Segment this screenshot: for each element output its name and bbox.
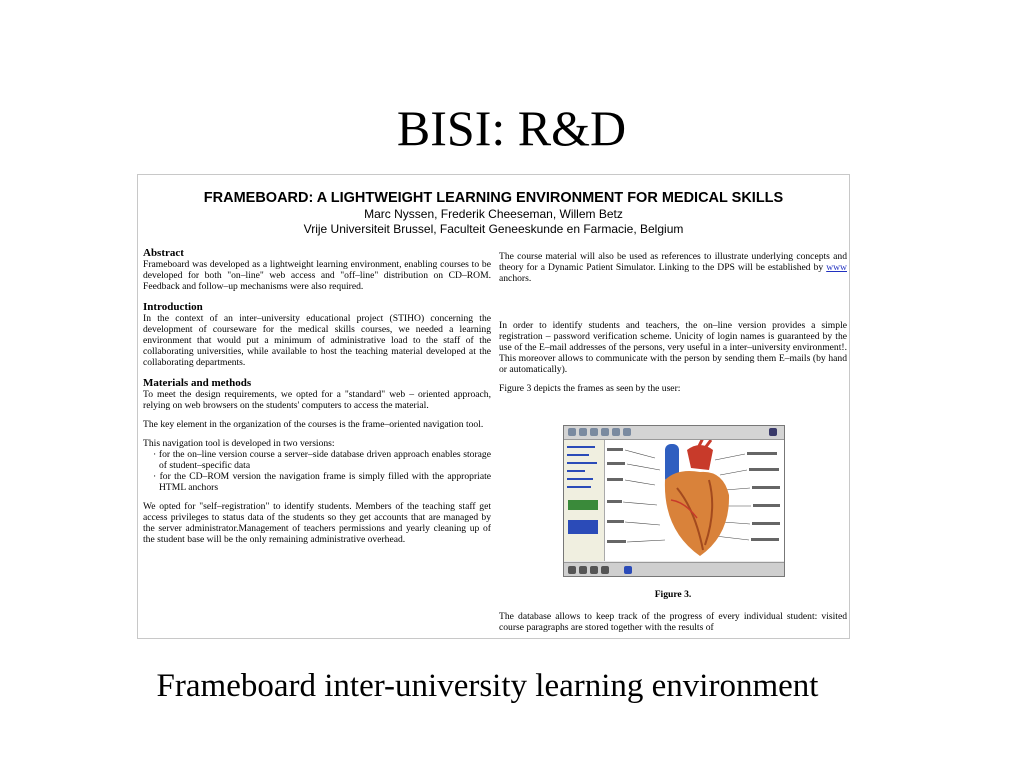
nav-link-icon [567,486,591,488]
paper-left-column [143,247,491,554]
nav-link-icon [567,478,593,480]
figure-navigation-frame [564,440,605,561]
methods-paragraph-1: To meet the design requirements, we opted for a "standard" web – oriented approach, relying on web browsers on the students' computers to access the material. [143,389,491,411]
status-icon [590,566,598,574]
figure-screenshot [563,425,785,577]
dps-paragraph [499,251,847,284]
status-icon [601,566,609,574]
methods-bullet-online: · for the on–line version course a server–side database driven approach enables storage of student–specific data [153,449,491,471]
methods-list [143,449,491,493]
nav-logo-icon [568,500,598,510]
methods-bullet-cdrom: · for the CD–ROM version the navigation frame is simply filled with the appropriate HTML anchors [153,471,491,493]
back-icon [568,428,576,436]
nav-link-icon [567,470,585,472]
methods-paragraph-2: The key element in the organization of the courses is the frame–oriented navigation tool. [143,419,484,430]
figure-content-frame [605,440,784,561]
reload-icon [590,428,598,436]
paper-affiliation: Vrije Universiteit Brussel, Faculteit Geneeskunde en Farmacie, Belgium [303,222,684,236]
nav-link-icon [567,446,595,448]
nav-link-icon [567,462,597,464]
browser-logo-icon [769,428,777,436]
nav-banner-icon [568,520,598,534]
methods-paragraph-3: This navigation tool is developed in two versions: [143,438,335,449]
intro-heading: Introduction [143,301,203,313]
figure-browser-toolbar [564,426,784,440]
registration-paragraph: In order to identify students and teachers, the on–line version provides a simple registration – password verification scheme. Unicity of login names is guaranteed by the use of the E–mail addresses of the persons, very useful in a inter–university environment!. This moreover allows to communicate with the person by sending them E–mails (by hand or automatically). [499,320,847,375]
status-icon [624,566,632,574]
paper-right-bottom [499,611,847,639]
slide-caption: Frameboard inter-university learning environment [156,668,819,704]
abstract-section [143,247,491,292]
home-icon [601,428,609,436]
methods-section [143,377,491,545]
paper-header [138,189,849,237]
figure-caption: Figure 3. [654,589,692,600]
slide-title: BISI: R&D [396,100,627,156]
paper-right-column [499,251,847,402]
status-icon [568,566,576,574]
heart-anatomy-icon [605,440,784,561]
forward-icon [579,428,587,436]
print-icon [623,428,631,436]
paper-scan [137,174,850,639]
status-icon [579,566,587,574]
paper-authors: Marc Nyssen, Frederik Cheeseman, Willem Betz [364,207,623,221]
abstract-text: Frameboard was developed as a lightweight learning environment, enabling courses to be developed for both "on–line" web access and "off–line" distribution on CD–ROM. Feedback and follow–up mechanisms were also required. [143,259,491,292]
methods-heading: Materials and methods [143,377,252,389]
methods-paragraph-4: We opted for "self–registration" to identify students. Members of the teaching staff get access privileges to status data of the students so they get accounts that are managed by the server administrator.Management of teachers permissions and yearly cleaning up of the student base will be the only remaining administrative overhead. [143,501,491,545]
intro-text: In the context of an inter–university educational project (STIHO) concerning the development of courseware for the medical skills courses, we needed a learning environment that would put a minimum of administrative load to the staff of the collaborating universities, while available to host the teaching material developed at the collaborating departments. [143,313,491,368]
intro-section [143,301,491,368]
figure-intro-paragraph: Figure 3 depicts the frames as seen by the user: [499,383,681,394]
search-icon [612,428,620,436]
www-link[interactable]: www [826,262,847,273]
dps-text: The course material will also be used as references to illustrate underlying concepts and theory for a Dynamic Patient Simulator. Linking to the DPS will be established by [499,251,847,273]
database-paragraph: The database allows to keep track of the progress of every individual student: visited course paragraphs are stored together with the results of [499,611,847,633]
abstract-heading: Abstract [143,247,184,259]
dps-text-end: anchors. [499,273,532,284]
nav-link-icon [567,454,589,456]
paper-title: FRAMEBOARD: A LIGHTWEIGHT LEARNING ENVIRONMENT FOR MEDICAL SKILLS [203,190,784,206]
figure-status-bar [564,562,784,577]
